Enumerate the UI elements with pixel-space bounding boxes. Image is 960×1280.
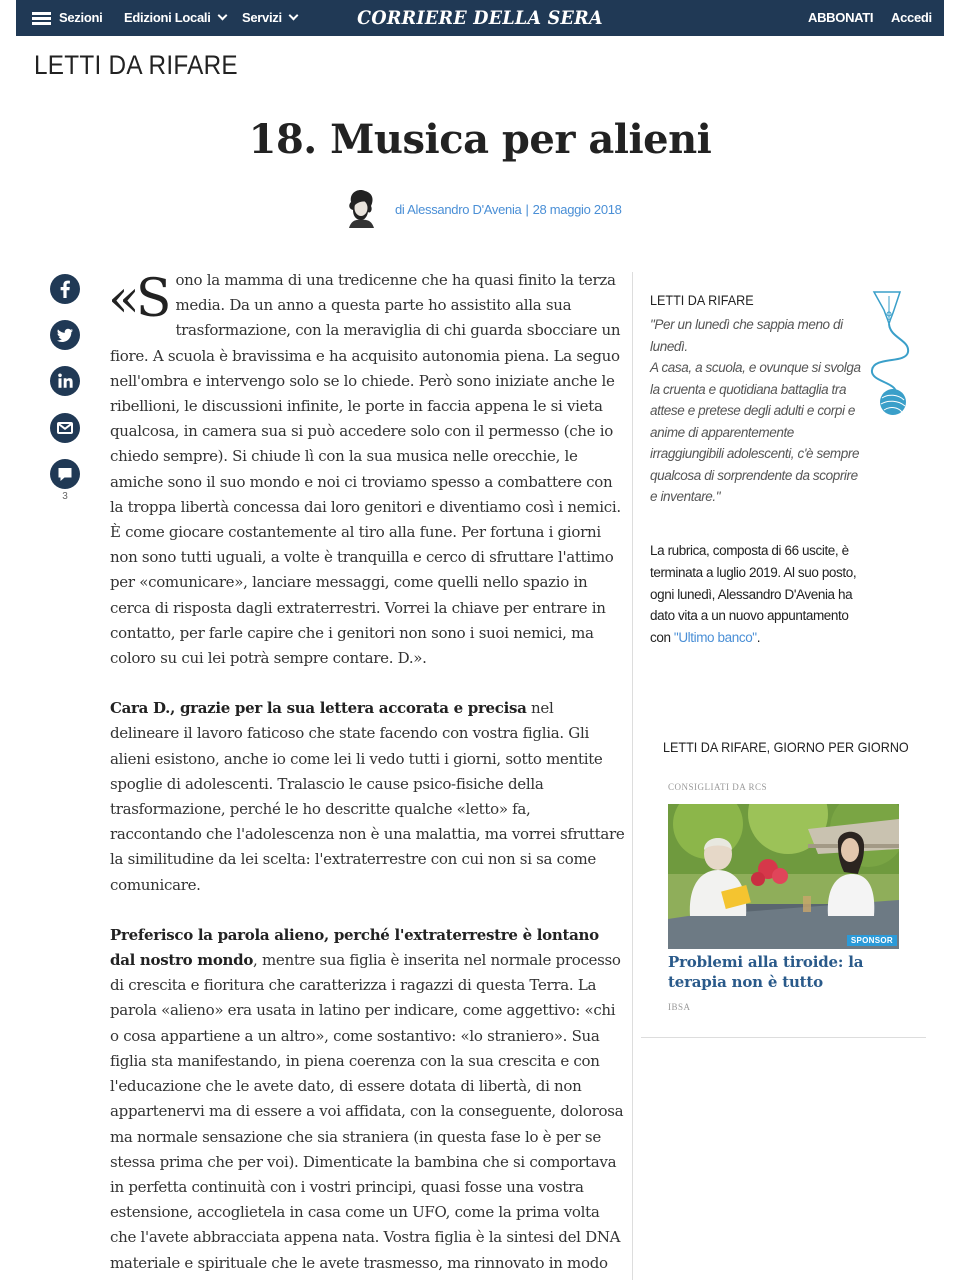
- subscribe-button[interactable]: ABBONATI: [808, 10, 874, 25]
- paragraph-text: , mentre sua figlia è inserita nel normale processo di crescita e fioritura che caratterizza i ragazzi di questa Terra. La parola «alieno» era usata in latino per indicare, come aggettivo: «chi o cosa appartiene a un altro», come sostantivo: «lo straniero». Sua figlia sta manifestando, in piena coerenza con la sua crescita e con l'educazione che le avete dato, di essere dotata di libertà, di non appartenervi ma di essere a voi affidata, con la conseguente, dolorosa ma normale sensazione che sia straniera (in questa fase lo è per se stessa prima che per voi). Dimenticate la bambina che si comportava in perfetta continuità con i vostri principi, quasi fosse una vostra estensione, accoglietela in casa come un UFO, come la prima volta che l'avete abbracciata appena nata. Vostra figlia è la sintesi del DNA materiale e spirituale che le avete trasmesso, ma rinnovato in modo: [110, 951, 624, 1272]
- byline: [395, 202, 622, 217]
- promo-photo: [668, 804, 899, 949]
- comment-count: 3: [62, 491, 68, 502]
- paragraph-lead: Cara D., grazie per la sua lettera accorata e precisa: [110, 699, 527, 718]
- linkedin-icon[interactable]: [50, 366, 80, 396]
- brand-logo[interactable]: CORRIERE DELLA SERA: [357, 7, 603, 29]
- column-description: [650, 314, 865, 508]
- quote-line: "Per un lunedì che sappia meno di lunedì.: [650, 317, 843, 354]
- login-button[interactable]: Accedi: [891, 10, 932, 25]
- sidebar-heading: LETTI DA RIFARE: [650, 292, 754, 308]
- sections-menu-button[interactable]: Sezioni: [59, 10, 103, 25]
- promo-source: IBSA: [668, 1002, 691, 1012]
- drop-cap: «S: [108, 269, 168, 329]
- comment-icon[interactable]: [50, 459, 80, 489]
- sidebar-heading-daily[interactable]: LETTI DA RIFARE, GIORNO PER GIORNO: [663, 739, 909, 755]
- article-paragraph: [110, 923, 625, 1276]
- quote-line: A casa, a scuola, e ovunque si svolga la cruenta e quotidiana battaglia tra attese e pretese degli adulti e corpi e anime di apparentemente irraggiungibili adolescenti, c'è sempre qualcosa di sorprendente da scoprire e inventare.": [650, 360, 861, 504]
- info-text: La rubrica, composta di 66 uscite, è terminata a luglio 2019. Al suo posto, ogni lunedì, Alessandro D'Avenia ha dato vita a un nuovo appuntamento con: [650, 543, 857, 646]
- services-label: Servizi: [242, 10, 282, 25]
- promo-image[interactable]: [668, 804, 899, 949]
- column-info: [650, 540, 860, 649]
- paragraph-text: nel delineare il lavoro faticoso che state facendo con vostra figlia. Gli alieni esistono, anche io come lei li vedo tutti i giorni, sotto mentite spoglie di adolescenti. Tralascio le cause psico-fisiche della trasformazione, perché le ho descritte qualche «letto» fa, raccontando che l'adolescenza non è una malattia, ma vorrei sfruttare la similitudine da lei scelta: l'extraterrestre con cui non si sa come comunicare.: [110, 699, 625, 894]
- article-paragraph: [110, 696, 625, 898]
- twitter-icon[interactable]: [50, 320, 80, 350]
- promo-title-link[interactable]: Problemi alla tiroide: la terapia non è tutto: [668, 953, 864, 991]
- email-icon[interactable]: [50, 413, 80, 443]
- article-paragraph: [110, 268, 625, 671]
- local-editions-label: Edizioni Locali: [124, 10, 211, 25]
- article-headline: 18. Musica per alieni: [248, 116, 712, 163]
- paragraph-text: ono la mamma di una tredicenne che ha quasi finito la terza media. Da un anno a questa parte ho assistito alla sua trasformazione, con la meraviglia di chi guarda sbocciare un fiore. A scuola è bravissima e ha acquisito autonomia piena. La seguo nell'ombra e intervengo solo se lo chiede. Però sono iniziate anche le ribellioni, le discussioni infinite, le porte in faccia appena le si vieta qualcosa, in camera sua si può accedere solo con il permesso (che io chiedo sempre). Si chiude lì con la sua musica nelle orecchie, le amiche sono il suo mondo e noi ci troviamo spesso a combattere con la troppa libertà concessa dai loro genitori e diventiamo così i nemici. È come giocare costantemente al tiro alla fune. Per fortuna i giorni non sono tutti uguali, a volte è tranquilla e cerco di sfruttare l'attimo per «comunicare», lanciare messaggi, come quelli nello spazio in cerca di risposta dagli extraterrestri. Vorrei la chiave per entrare in contatto, per farle capire che i genitori non sono i suoi nemici, ma coloro su cui lei potrà sempre contare. D.».: [110, 271, 621, 668]
- article-body: [110, 268, 625, 1280]
- paragraph-lead: Preferisco la parola alieno, perché l'extraterrestre è lontano dal nostro mondo: [110, 925, 599, 970]
- sidebar-divider: [641, 1037, 926, 1038]
- ultimo-banco-link[interactable]: "Ultimo banco": [673, 630, 757, 646]
- info-text-end: .: [756, 630, 761, 646]
- byline-separator: |: [525, 202, 529, 217]
- sponsor-badge: SPONSOR: [847, 935, 897, 946]
- menu-icon[interactable]: [32, 12, 51, 25]
- facebook-icon[interactable]: [50, 274, 80, 304]
- sponsored-label: CONSIGLIATI DA RCS: [668, 782, 768, 792]
- top-navigation-bar: [16, 0, 944, 36]
- author-avatar: [343, 188, 379, 228]
- column-divider: [632, 272, 633, 1280]
- byline-prefix: di: [395, 202, 405, 217]
- author-link[interactable]: Alessandro D'Avenia: [407, 202, 522, 217]
- publish-date: 28 maggio 2018: [532, 202, 622, 217]
- section-title[interactable]: LETTI DA RIFARE: [34, 50, 238, 80]
- pen-yarn-logo-icon: [860, 290, 918, 420]
